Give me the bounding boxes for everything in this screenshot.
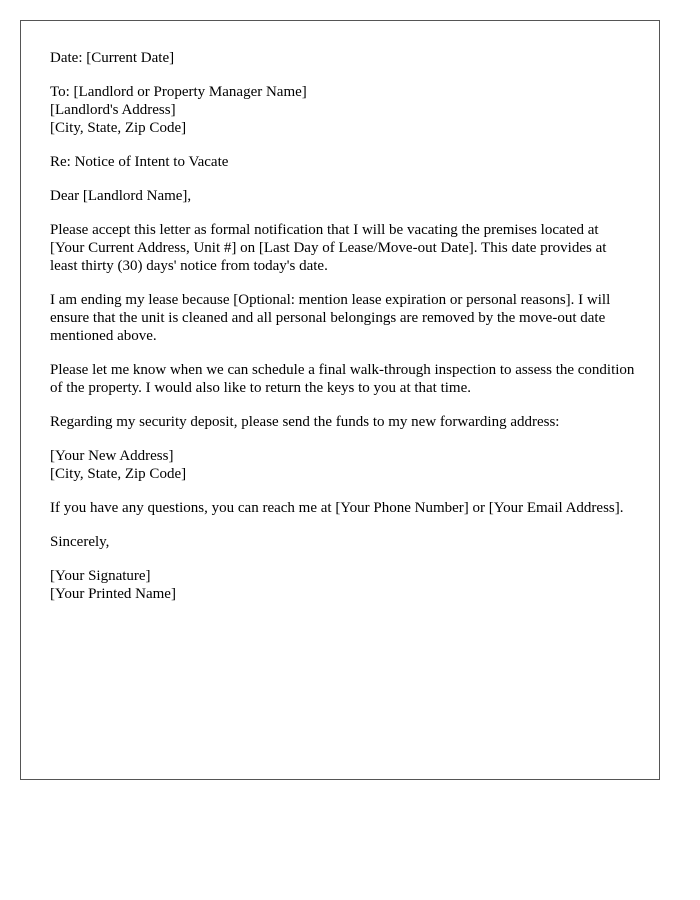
salutation-line: Dear [Landlord Name], [50,188,192,204]
inspection-paragraph: Please let me know when we can schedule a final walk-through inspection to assess the condition of the property. I would also like to return the keys to you at that time. [50,362,635,396]
deposit-paragraph: Regarding my security deposit, please send the funds to my new forwarding address: [50,414,560,430]
letter-page [20,20,660,780]
reason-paragraph: I am ending my lease because [Optional: mention lease expiration or personal reasons]. I will ensure that the unit is cleaned and all personal belongings are removed by the move-out date mentioned above. [50,292,611,344]
forwarding-address-line: [Your New Address] [50,448,174,464]
recipient-city-line: [City, State, Zip Code] [50,120,187,136]
recipient-block [50,83,635,137]
closing-block [50,533,635,551]
closing-line: Sincerely, [50,534,110,550]
forwarding-city-line: [City, State, Zip Code] [50,466,187,482]
recipient-to-line: To: [Landlord or Property Manager Name] [50,84,307,100]
signature-block [50,567,635,603]
date-block [50,49,635,67]
notification-paragraph: Please accept this letter as formal notification that I will be vacating the premises located at [Your Current Address, Unit #] on [Last Day of Lease/Move-out Date]. This date provides at least thirty (30) days' notice from today's date. [50,222,607,274]
salutation-block [50,187,635,205]
forwarding-address-block [50,447,635,483]
subject-line: Re: Notice of Intent to Vacate [50,154,229,170]
signature-line: [Your Signature] [50,568,151,584]
recipient-address-line: [Landlord's Address] [50,102,176,118]
printed-name-line: [Your Printed Name] [50,586,176,602]
subject-block [50,153,635,171]
contact-paragraph: If you have any questions, you can reach me at [Your Phone Number] or [Your Email Address]. [50,500,624,516]
letter-body [50,49,635,619]
date-line: Date: [Current Date] [50,50,175,66]
